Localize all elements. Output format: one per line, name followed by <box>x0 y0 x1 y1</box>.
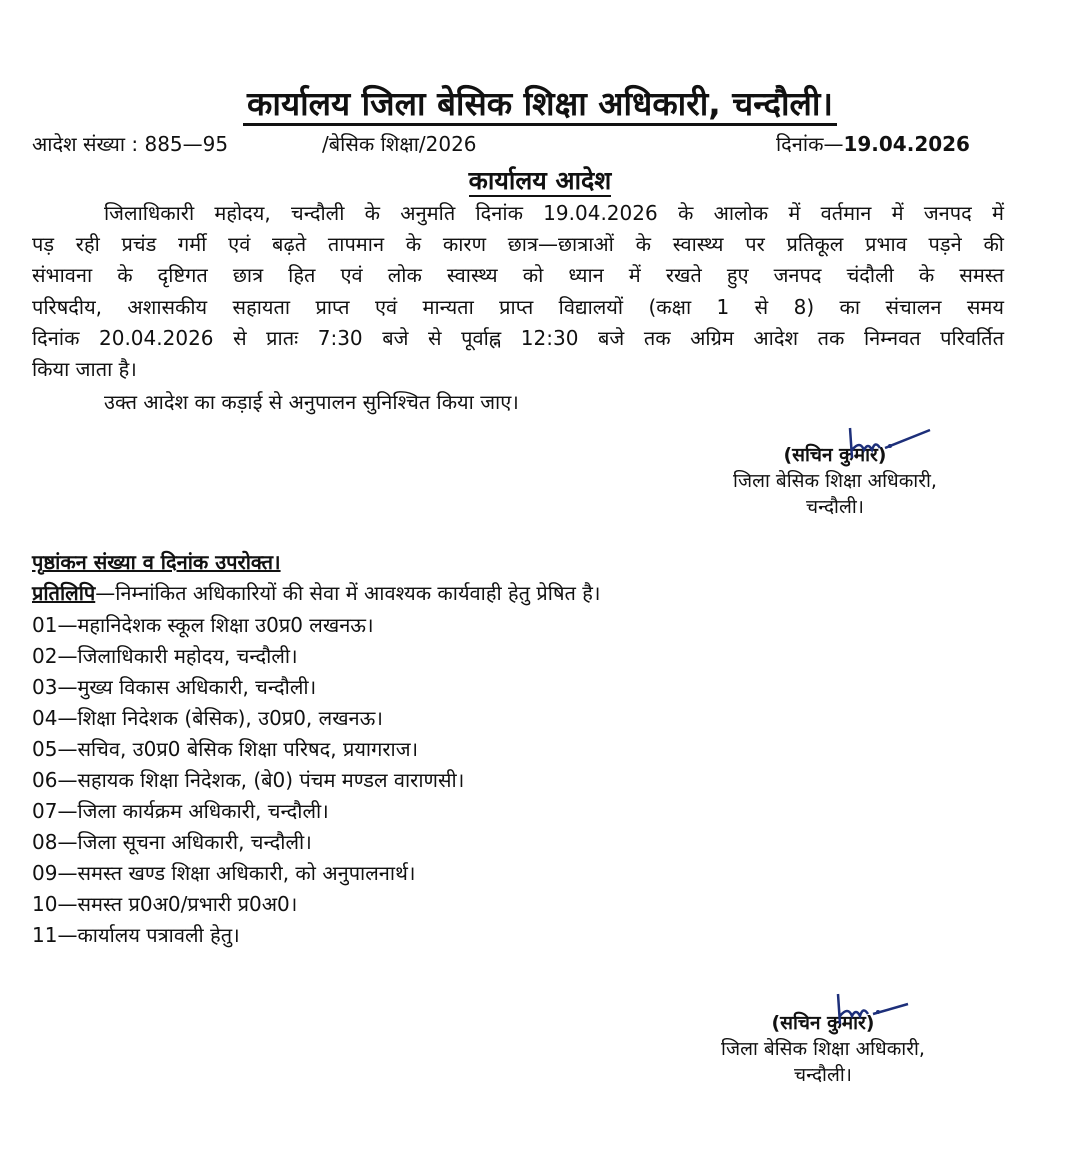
recipient-item: 06—सहायक शिक्षा निदेशक, (बे0) पंचम मण्डल वाराणसी। <box>32 768 465 792</box>
recipient-item: 08—जिला सूचना अधिकारी, चन्दौली। <box>32 830 312 854</box>
endorsement: पृष्ठांकन संख्या व दिनांक उपरोक्त। <box>32 550 281 574</box>
recipient-item: 11—कार्यालय पत्रावली हेतु। <box>32 923 240 947</box>
signatory-designation: जिला बेसिक शिक्षा अधिकारी, <box>721 1038 925 1060</box>
signature-mark-icon <box>828 986 928 1036</box>
recipient-item: 10—समस्त प्र0अ0/प्रभारी प्र0अ0। <box>32 892 298 916</box>
compliance-line: उक्त आदेश का कड़ाई से अनुपालन सुनिश्चित किया जाए। <box>104 390 519 414</box>
cc-intro: प्रतिलिपि—निम्नांकित अधिकारियों की सेवा में आवश्यक कार्यवाही हेतु प्रेषित है। <box>32 581 601 605</box>
order-number: आदेश संख्या : 885—95 <box>32 132 229 156</box>
order-line: पड़ रही प्रचंड गर्मी एवं बढ़ते तापमान के कारण छात्र—छात्राओं के स्वास्थ्य पर प्रतिकूल प्रभाव पड़ने की <box>32 232 1004 256</box>
signatory-name: (सचिन कुमार) <box>771 1012 875 1034</box>
order-number-suffix: /बेसिक शिक्षा/2026 <box>322 132 477 156</box>
order-line: संभावना के दृष्टिगत छात्र हित एवं लोक स्वास्थ्य को ध्यान में रखते हुए जनपद चंदौली के समस्त <box>32 263 1004 287</box>
recipient-item: 01—महानिदेशक स्कूल शिक्षा उ0प्र0 लखनऊ। <box>32 613 374 637</box>
signatory-place: चन्दौली। <box>794 1064 852 1086</box>
signature-block-2 <box>688 1010 958 1088</box>
recipient-item: 05—सचिव, उ0प्र0 बेसिक शिक्षा परिषद, प्रयागराज। <box>32 737 419 761</box>
signatory-name: (सचिन कुमार) <box>783 444 887 466</box>
order-line: किया जाता है। <box>32 357 137 381</box>
recipient-item: 04—शिक्षा निदेशक (बेसिक), उ0प्र0, लखनऊ। <box>32 706 383 730</box>
order-line: परिषदीय, अशासकीय सहायता प्राप्त एवं मान्यता प्राप्त विद्यालयों (कक्षा 1 से 8) का संचालन समय <box>32 295 1004 319</box>
office-title: कार्यालय जिला बेसिक शिक्षा अधिकारी, चन्दौली। <box>0 80 1080 125</box>
recipient-item: 09—समस्त खण्ड शिक्षा अधिकारी, को अनुपालनार्थ। <box>32 861 416 885</box>
order-date-value: 19.04.2026 <box>843 132 970 156</box>
recipient-item: 03—मुख्य विकास अधिकारी, चन्दौली। <box>32 675 317 699</box>
signatory-place: चन्दौली। <box>806 496 864 518</box>
order-date: दिनांक—19.04.2026 <box>776 132 970 156</box>
signatory-designation: जिला बेसिक शिक्षा अधिकारी, <box>733 470 937 492</box>
recipient-item: 02—जिलाधिकारी महोदय, चन्दौली। <box>32 644 298 668</box>
order-line: जिलाधिकारी महोदय, चन्दौली के अनुमति दिनांक 19.04.2026 के आलोक में वर्तमान में जनपद में <box>104 201 1004 225</box>
order-heading: कार्यालय आदेश <box>468 166 612 195</box>
signature-block-1 <box>700 442 970 520</box>
signature-mark-icon <box>840 420 940 470</box>
recipient-item: 07—जिला कार्यक्रम अधिकारी, चन्दौली। <box>32 799 329 823</box>
order-line: दिनांक 20.04.2026 से प्रातः 7:30 बजे से पूर्वाह्न 12:30 बजे तक अग्रिम आदेश तक निम्नवत परिवर्तित <box>32 326 1004 350</box>
